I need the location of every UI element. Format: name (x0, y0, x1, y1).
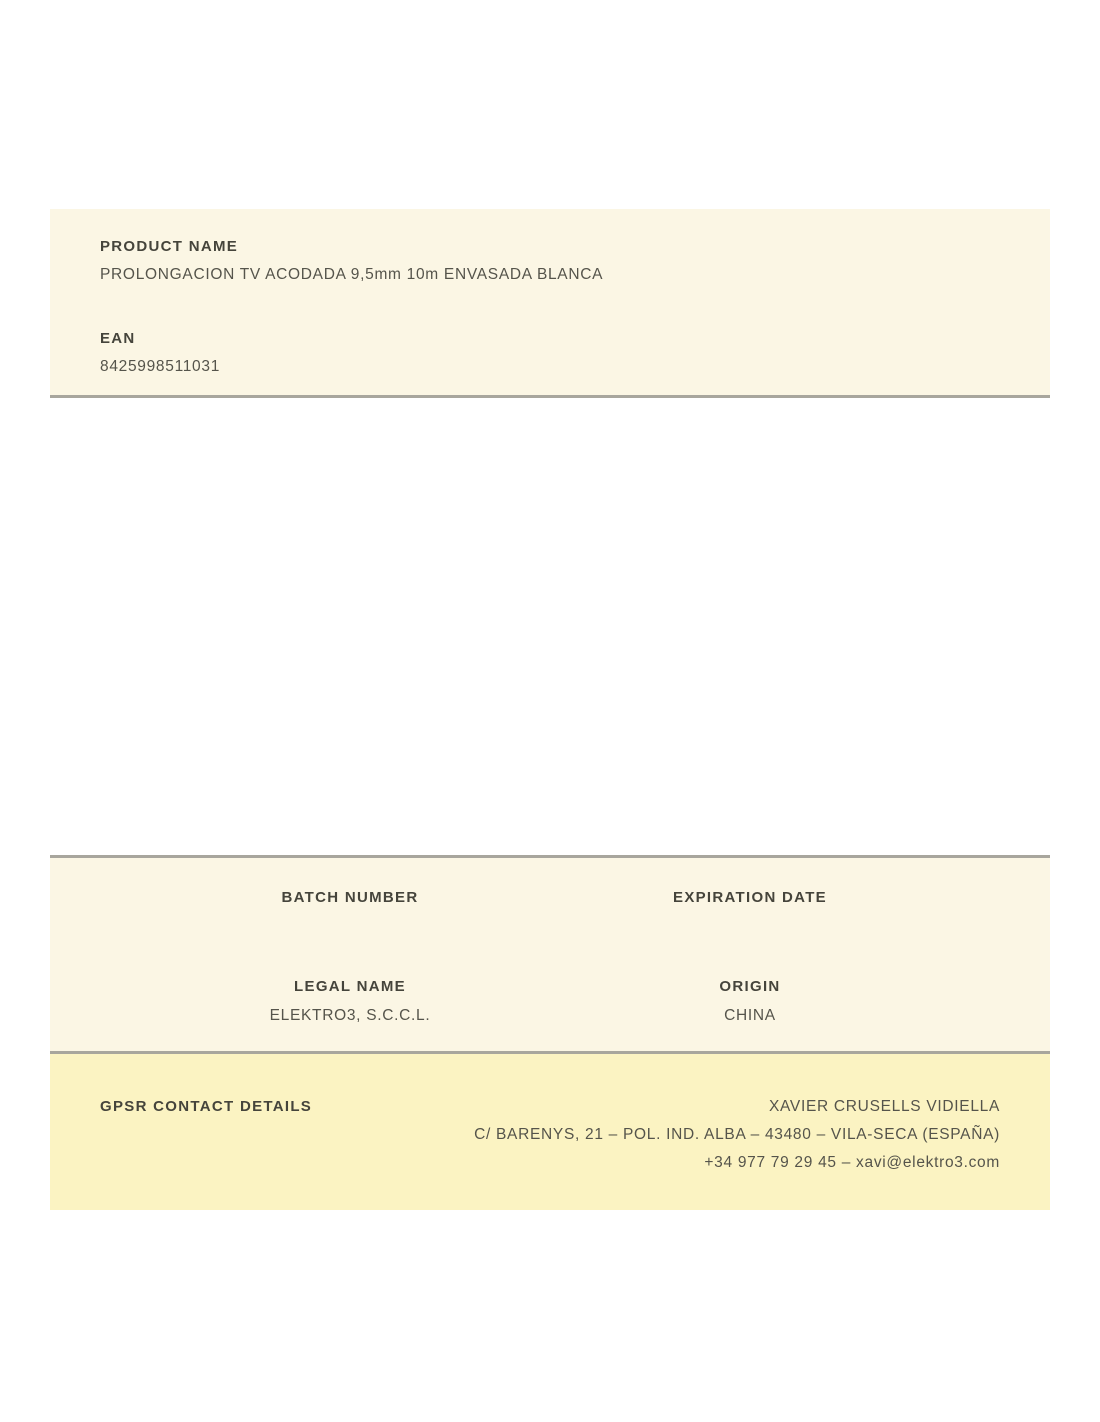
product-name-label: PRODUCT NAME (100, 238, 239, 255)
product-info-panel (50, 209, 1050, 398)
gpsr-contact-panel (50, 1054, 1050, 1210)
expiration-date-field (550, 888, 950, 977)
gpsr-contact-address: C/ BARENYS, 21 – POL. IND. ALBA – 43480 – VILA-SECA (ESPAÑA) (474, 1126, 1000, 1143)
gpsr-contact-phone-email: +34 977 79 29 45 – xavi@elektro3.com (704, 1154, 1000, 1171)
legal-name-value: ELEKTRO3, S.C.C.L. (269, 1007, 431, 1024)
origin-value: CHINA (724, 1007, 776, 1024)
ean-field (100, 329, 1000, 377)
details-grid (150, 888, 950, 1026)
origin-field (550, 977, 950, 1026)
gpsr-contact-title: GPSR CONTACT DETAILS (100, 1098, 313, 1115)
legal-name-label: LEGAL NAME (294, 978, 406, 995)
product-name-field (100, 237, 1000, 285)
legal-name-field (150, 977, 550, 1026)
batch-number-label: BATCH NUMBER (281, 889, 419, 906)
ean-label: EAN (100, 330, 136, 347)
origin-label: ORIGIN (719, 978, 781, 995)
product-name-value: PROLONGACION TV ACODADA 9,5mm 10m ENVASADA BLANCA (100, 266, 604, 283)
batch-number-field (150, 888, 550, 977)
batch-details-panel (50, 855, 1050, 1054)
gpsr-contact-name: XAVIER CRUSELLS VIDIELLA (768, 1098, 1000, 1115)
gpsr-contact-block (474, 1097, 1000, 1181)
ean-value: 8425998511031 (100, 358, 221, 375)
expiration-date-label: EXPIRATION DATE (673, 889, 827, 906)
